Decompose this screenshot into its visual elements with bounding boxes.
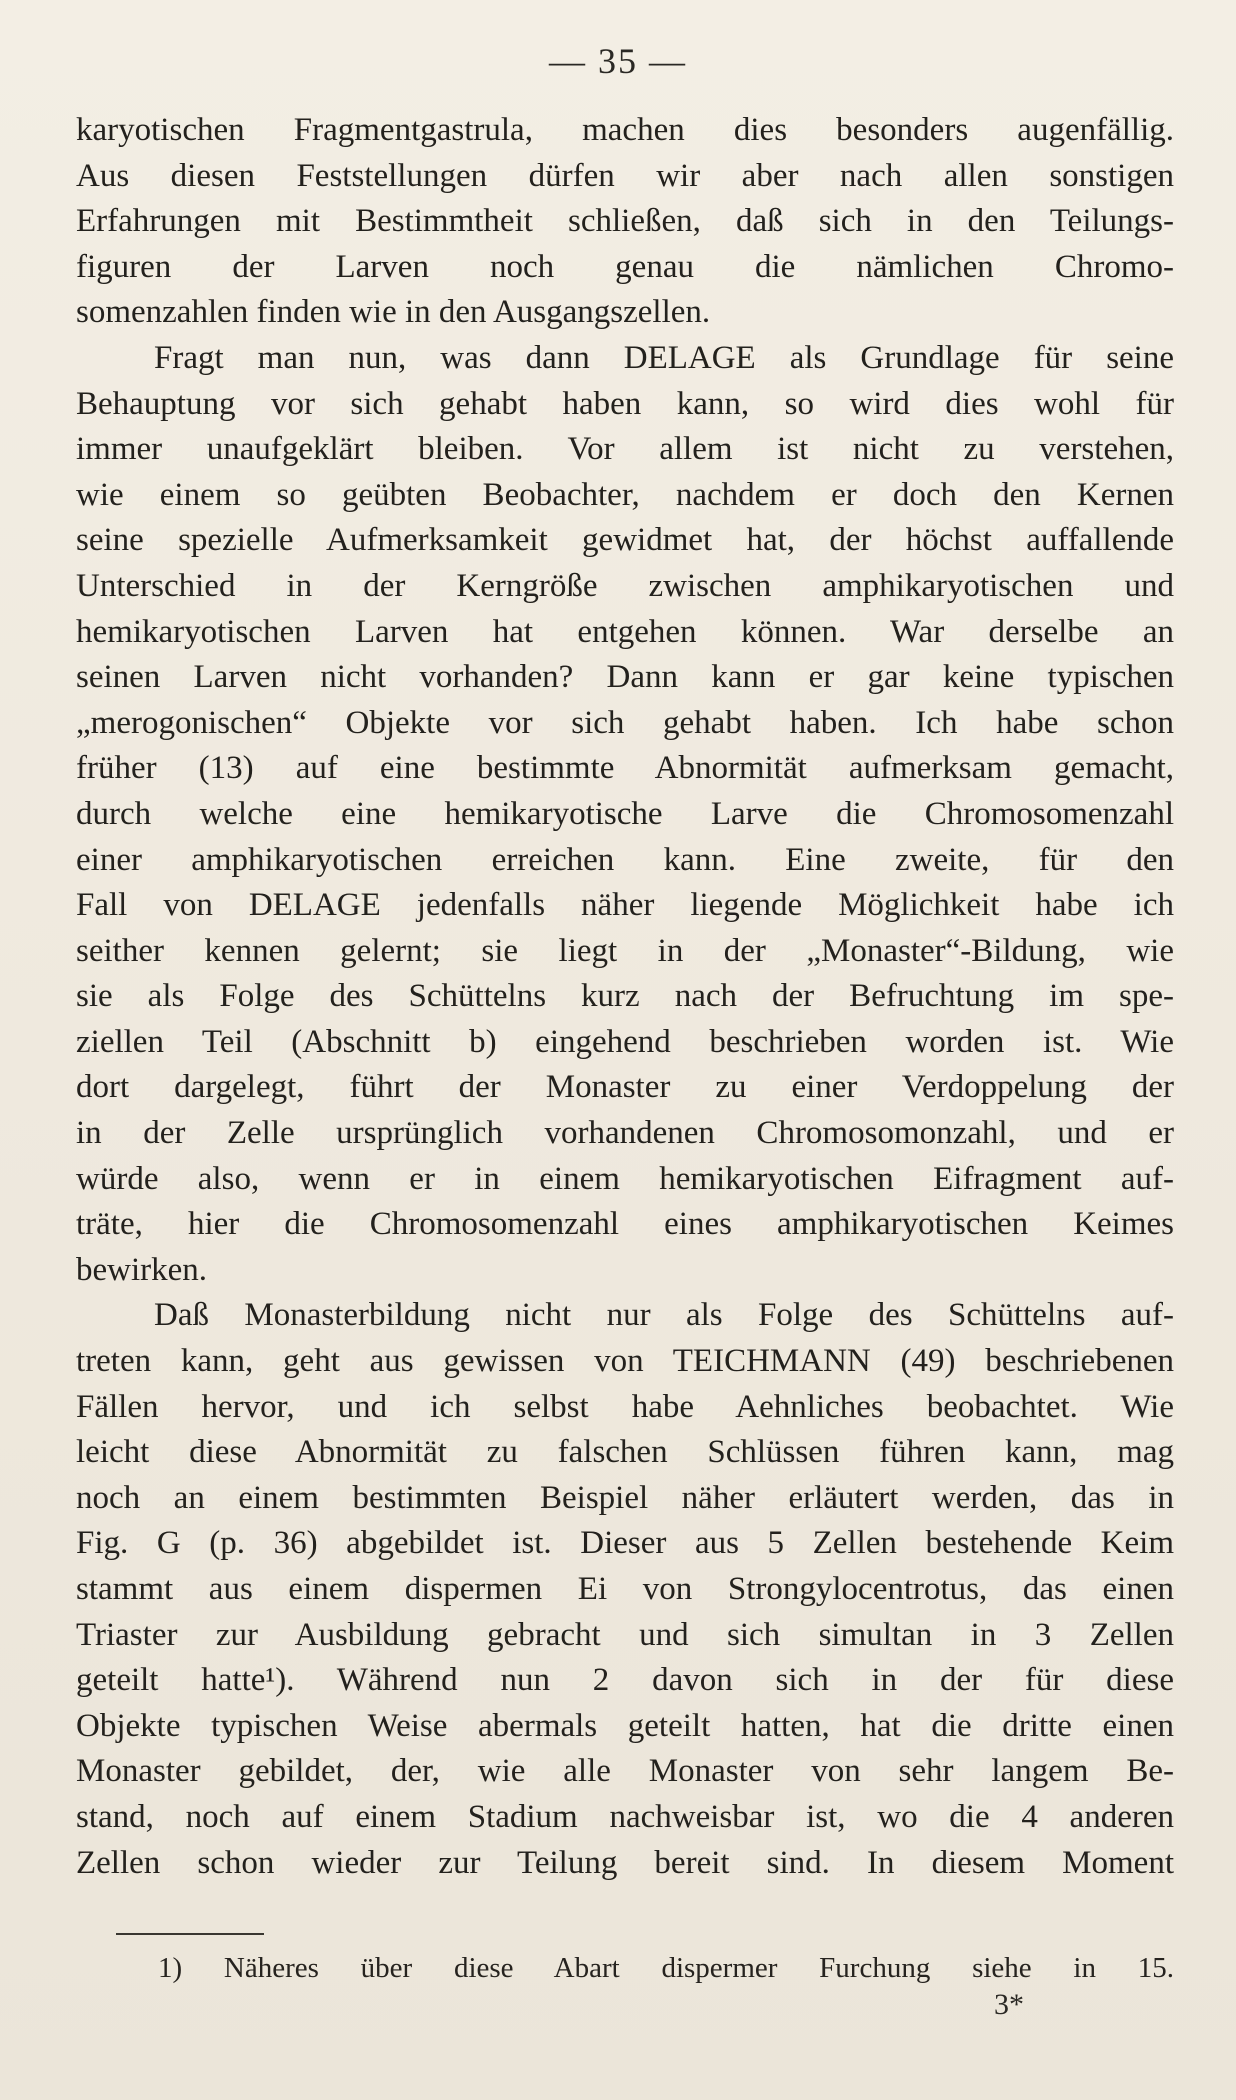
- text-line: stammt aus einem dispermen Ei von Strongylocentrotus, das einen: [76, 1571, 1174, 1607]
- text-line: hemikaryotischen Larven hat entgehen können. War derselbe an: [76, 613, 1174, 650]
- text-line: leicht diese Abnormität zu falschen Schlüssen führen kann, mag: [76, 1434, 1174, 1471]
- text-line: stand, noch auf einem Stadium nachweisbar ist, wo die 4 anderen: [76, 1798, 1174, 1835]
- text-line: früher (13) auf eine bestimmte Abnormität aufmerksam gemacht,: [76, 750, 1174, 787]
- text-line: würde also, wenn er in einem hemikaryotischen Eifragment auf-: [76, 1160, 1174, 1197]
- text-line: sie als Folge des Schüttelns kurz nach der Befruchtung im spe-: [76, 978, 1174, 1015]
- footnote: 1) Näheres über diese Abart dispermer Furchung siehe in 15.: [158, 1952, 1174, 1984]
- text-line: Fragt man nun, was dann DELAGE als Grundlage für seine: [154, 339, 1174, 376]
- text-line: figuren der Larven noch genau die nämlichen Chromo-: [76, 248, 1174, 285]
- text-line: Fall von DELAGE jedenfalls näher liegende Möglichkeit habe ich: [76, 887, 1174, 924]
- text-line: bewirken.: [76, 1251, 208, 1288]
- text-line: Behauptung vor sich gehabt haben kann, so wird dies wohl für: [76, 385, 1174, 422]
- footnote-divider: [116, 1933, 264, 1935]
- text-line: durch welche eine hemikaryotische Larve die Chromosomenzahl: [76, 795, 1174, 832]
- text-line: Monaster gebildet, der, wie alle Monaster von sehr langem Be-: [76, 1753, 1174, 1790]
- text-line: Fig. G (p. 36) abgebildet ist. Dieser aus 5 Zellen bestehende Keim: [76, 1525, 1174, 1562]
- text-line: ziellen Teil (Abschnitt b) eingehend beschrieben worden ist. Wie: [76, 1023, 1174, 1060]
- text-line: Fällen hervor, und ich selbst habe Aehnliches beobachtet. Wie: [76, 1388, 1174, 1425]
- text-line: wie einem so geübten Beobachter, nachdem er doch den Kernen: [76, 476, 1174, 513]
- text-line: Erfahrungen mit Bestimmtheit schließen, daß sich in den Teilungs-: [76, 203, 1174, 240]
- text-line: noch an einem bestimmten Beispiel näher erläutert werden, das in: [76, 1479, 1174, 1516]
- text-line: Objekte typischen Weise abermals geteilt hatten, hat die dritte einen: [76, 1707, 1174, 1744]
- body-text: [76, 108, 1174, 1886]
- text-line: dort dargelegt, führt der Monaster zu einer Verdoppelung der: [76, 1069, 1174, 1106]
- text-line: seinen Larven nicht vorhanden? Dann kann er gar keine typischen: [76, 659, 1174, 696]
- page-number: — 35 —: [549, 41, 687, 81]
- text-line: Triaster zur Ausbildung gebracht und sich simultan in 3 Zellen: [76, 1616, 1174, 1653]
- text-line: einer amphikaryotischen erreichen kann. Eine zweite, für den: [76, 841, 1174, 878]
- text-line: seine spezielle Aufmerksamkeit gewidmet hat, der höchst auffallende: [76, 522, 1174, 559]
- text-line: träte, hier die Chromosomenzahl eines amphikaryotischen Keimes: [76, 1206, 1174, 1243]
- text-line: somenzahlen finden wie in den Ausgangszellen.: [76, 294, 711, 331]
- text-line: Aus diesen Feststellungen dürfen wir aber nach allen sonstigen: [76, 157, 1174, 194]
- text-line: Unterschied in der Kerngröße zwischen amphikaryotischen und: [76, 567, 1174, 604]
- text-line: treten kann, geht aus gewissen von TEICHMANN (49) beschriebenen: [76, 1343, 1174, 1380]
- text-line: Zellen schon wieder zur Teilung bereit sind. In diesem Moment: [76, 1844, 1174, 1881]
- signature-mark: 3*: [994, 1988, 1024, 2021]
- text-line: seither kennen gelernt; sie liegt in der „Monaster“-Bildung, wie: [76, 932, 1174, 969]
- text-line: karyotischen Fragmentgastrula, machen dies besonders augenfällig.: [76, 112, 1174, 148]
- text-line: Daß Monasterbildung nicht nur als Folge des Schüttelns auf-: [154, 1297, 1174, 1334]
- text-line: „merogonischen“ Objekte vor sich gehabt haben. Ich habe schon: [76, 704, 1174, 741]
- text-line: in der Zelle ursprünglich vorhandenen Chromosomonzahl, und er: [76, 1115, 1174, 1152]
- text-line: geteilt hatte¹). Während nun 2 davon sich in der für diese: [76, 1662, 1174, 1699]
- text-line: immer unaufgeklärt bleiben. Vor allem ist nicht zu verstehen,: [76, 431, 1174, 468]
